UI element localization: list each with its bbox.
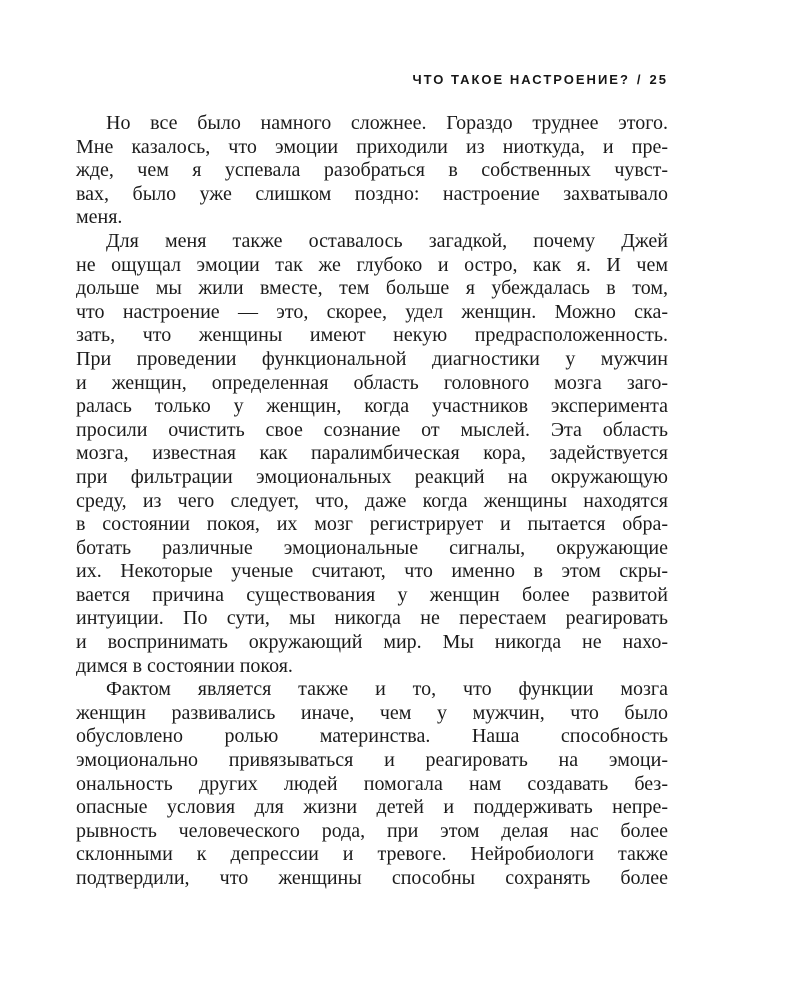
text-line: не ощущал эмоции так же глубоко и остро, как я. И чем <box>76 253 668 276</box>
page-body <box>76 112 668 891</box>
text-line: При проведении функциональной диагностики у мужчин <box>76 347 668 370</box>
text-line: вается причина существования у женщин более развитой <box>76 583 668 606</box>
header-separator: / <box>636 72 643 87</box>
text-line: что настроение — это, скорее, удел женщин. Можно ска- <box>76 300 668 323</box>
text-line: зать, что женщины имеют некую предрасположенность. <box>76 324 668 347</box>
text-line: при фильтрации эмоциональных реакций на окружающую <box>76 465 668 488</box>
text-line: дольше мы жили вместе, тем больше я убеждалась в том, <box>76 277 668 300</box>
text-line: обусловлено ролью материнства. Наша способность <box>76 725 668 748</box>
text-line: димся в состоянии покоя. <box>76 654 293 677</box>
text-line: склонными к депрессии и тревоге. Нейробиологи также <box>76 843 668 866</box>
text-line: Для меня также оставалось загадкой, почему Джей <box>106 229 668 252</box>
text-line: среду, из чего следует, что, даже когда женщины находятся <box>76 489 668 512</box>
page-number: 25 <box>649 72 668 87</box>
text-line: меня. <box>76 206 123 229</box>
text-line: интуиции. По сути, мы никогда не перестаем реагировать <box>76 607 668 630</box>
text-line: и воспринимать окружающий мир. Мы никогда не нахо- <box>76 631 668 654</box>
text-line: Мне казалось, что эмоции приходили из ниоткуда, и пре- <box>76 135 668 158</box>
text-line: рывность человеческого рода, при этом делая нас более <box>76 819 668 842</box>
text-line: ботать различные эмоциональные сигналы, окружающие <box>76 536 668 559</box>
text-line: просили очистить свое сознание от мыслей. Эта область <box>76 418 668 441</box>
text-line: жде, чем я успевала разобраться в собственных чувст- <box>76 159 668 182</box>
chapter-title: ЧТО ТАКОЕ НАСТРОЕНИЕ? <box>412 72 630 87</box>
text-line: Но все было намного сложнее. Гораздо труднее этого. <box>106 112 668 134</box>
text-line: их. Некоторые ученые считают, что именно в этом скры- <box>76 560 668 583</box>
text-line: в состоянии покоя, их мозг регистрирует и пытается обра- <box>76 513 668 536</box>
text-line: ональность других людей помогала нам создавать без- <box>76 772 668 795</box>
text-line: опасные условия для жизни детей и поддерживать непре- <box>76 796 668 819</box>
text-line: мозга, известная как паралимбическая кора, задействуется <box>76 442 668 465</box>
text-line: Фактом является также и то, что функции мозга <box>106 678 668 701</box>
text-line: и женщин, определенная область головного мозга заго- <box>76 371 668 394</box>
text-line: женщин развивались иначе, чем у мужчин, что было <box>76 701 668 724</box>
text-line: вах, было уже слишком поздно: настроение захватывало <box>76 182 668 205</box>
text-line: подтвердили, что женщины способны сохранять более <box>76 867 668 889</box>
running-header <box>76 72 668 87</box>
text-line: ралась только у женщин, когда участников эксперимента <box>76 395 668 418</box>
text-line: эмоционально привязываться и реагировать на эмоци- <box>76 749 668 772</box>
